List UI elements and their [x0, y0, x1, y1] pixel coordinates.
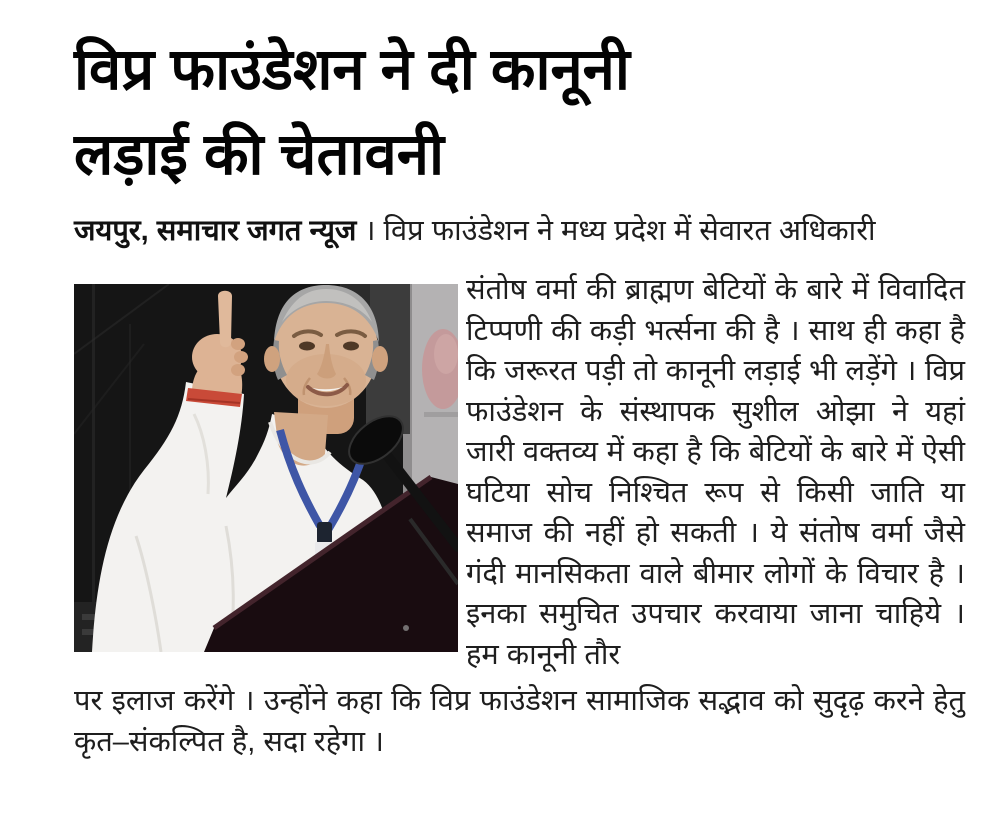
headline-line-1: विप्र फाउंडेशन ने दी कानूनी	[74, 37, 630, 102]
speaker-photo-illustration	[74, 284, 458, 652]
lead-paragraph	[74, 211, 965, 252]
headline-line-2: लड़ाई की चेतावनी	[74, 121, 445, 187]
article-photo	[74, 284, 458, 652]
lanyard-clip	[317, 522, 332, 544]
left-eye	[299, 342, 315, 351]
column-text: संतोष वर्मा की ब्राह्मण बेटियों के बारे में विवादित टिप्पणी की कड़ी भर्त्सना की है । साथ ही कहा है कि जरूरत पड़ी तो कानूनी लड़ाई भी लड़ेंगे । विप्र फाउंडेशन के संस्थापक सुशील ओझा ने यहां जारी वक्तव्य में कहा है कि बेटियों के बारे में ऐसी घटिया सोच निश्चित रूप से किसी जाति या समाज की नहीं हो सकती । ये संतोष वर्मा जैसे गंदी मानसिकता वाले बीमार लोगों के विचार है । इनका समुचित उपचार करवाया जाना चाहिये । हम कानूनी तौर	[466, 274, 965, 671]
headline	[74, 28, 965, 197]
lead-text: । विप्र फाउंडेशन ने मध्य प्रदेश में सेवारत अधिकारी	[356, 215, 876, 248]
left-ear	[264, 346, 280, 372]
dateline: जयपुर, समाचार जगत न्यूज	[74, 215, 357, 248]
bottom-text: पर इलाज करेंगे । उन्होंने कहा कि विप्र फाउंडेशन सामाजिक सद्भाव को सुदृढ़ करने हेतु कृत–संकल्पित है, सदा रहेगा ।	[74, 685, 965, 759]
right-ear	[372, 346, 388, 372]
index-finger	[218, 291, 232, 348]
body-row	[74, 270, 965, 675]
right-eye	[343, 342, 359, 351]
